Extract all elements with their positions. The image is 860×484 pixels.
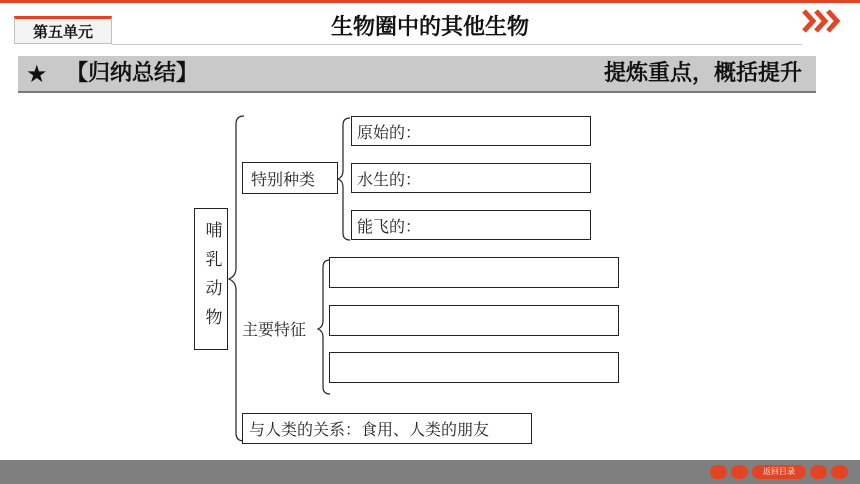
prev-page-button[interactable]: [731, 465, 748, 479]
feature-box: [329, 352, 619, 383]
next-page-button[interactable]: [810, 465, 827, 479]
special-types-box: [242, 162, 338, 194]
special-types-label: 特别种类: [251, 169, 316, 189]
type-box-primitive: [351, 116, 591, 146]
type-label: 水生的：: [357, 169, 422, 189]
type-box-aquatic: [351, 163, 591, 193]
root-box: [194, 208, 228, 350]
star-icon: ★: [26, 60, 48, 88]
home-button[interactable]: 返回目录: [752, 465, 806, 479]
first-page-button[interactable]: [710, 465, 727, 479]
last-page-button[interactable]: [831, 465, 848, 479]
banner-heading: 【归纳总结】: [66, 61, 199, 86]
slide-title: 生物圈中的其他生物: [330, 15, 529, 40]
relation-box: [242, 413, 532, 444]
banner-subheading: 提炼重点，概括提升: [603, 61, 802, 86]
relation-label: 与人类的关系：食用、人类的朋友: [249, 420, 490, 439]
type-box-flying: [351, 210, 591, 240]
feature-box: [329, 305, 619, 336]
unit-label: 第五单元: [32, 22, 93, 41]
root-label: 哺乳动物: [201, 221, 222, 337]
type-label: 能飞的：: [357, 216, 422, 236]
main-features-label: 主要特征: [242, 319, 307, 339]
feature-box: [329, 257, 619, 288]
type-label: 原始的：: [357, 122, 422, 142]
